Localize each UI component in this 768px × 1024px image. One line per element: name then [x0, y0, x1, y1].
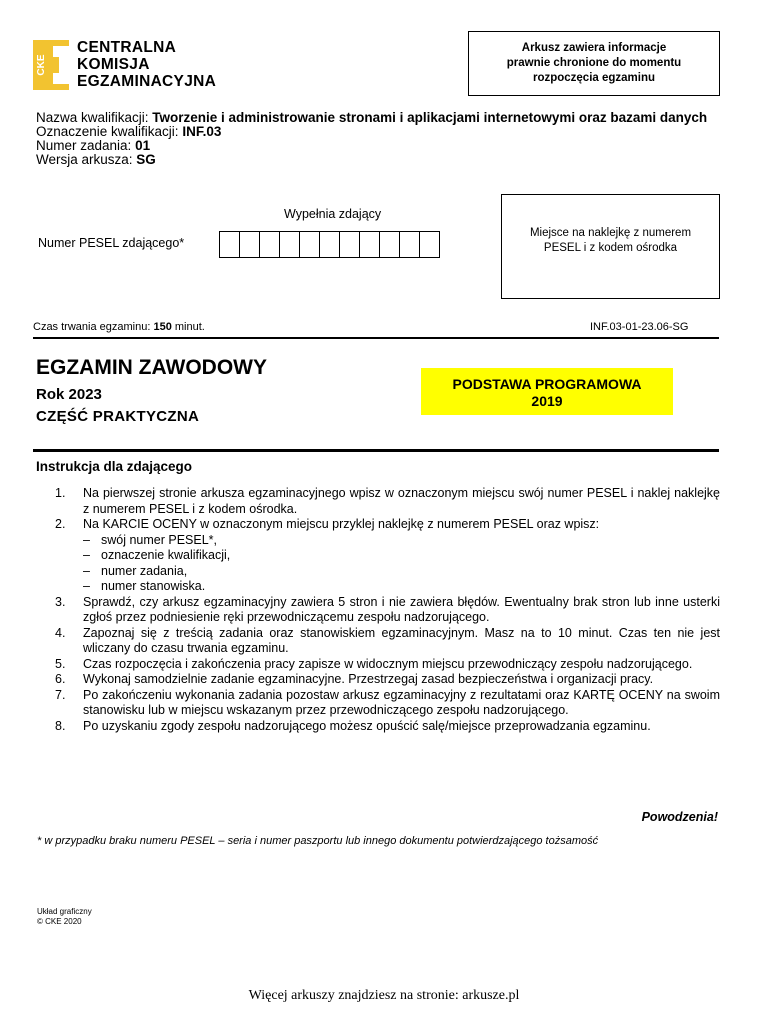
exam-title: EGZAMIN ZAWODOWY: [36, 356, 267, 379]
exam-year: Rok 2023: [36, 386, 102, 403]
sticker-line-1: Miejsce na naklejkę z numerem: [529, 227, 692, 239]
pesel-label: Numer PESEL zdającego*: [38, 236, 185, 250]
curriculum-base-line-1: PODSTAWA PROGRAMOWA: [452, 376, 642, 392]
instruction-number: 7.: [55, 687, 66, 702]
sheet-version-label: Wersja arkusza:: [36, 152, 137, 167]
duration-prefix: Czas trwania egzaminu:: [33, 321, 154, 333]
qualification-code-row: [36, 125, 707, 139]
instruction-item: [36, 517, 720, 533]
instruction-item: [36, 688, 720, 719]
cke-logo-text: [77, 39, 216, 90]
pesel-digit-box[interactable]: [319, 231, 340, 258]
instruction-item: [36, 672, 720, 688]
logo-line-1: CENTRALNA: [77, 39, 177, 56]
pesel-digit-box[interactable]: [259, 231, 280, 258]
instruction-number: 2.: [55, 517, 66, 531]
instruction-text: Na KARCIE OCENY w oznaczonym miejscu przyklej naklejkę z numerem PESEL oraz wpisz:: [83, 517, 600, 531]
instruction-item: [36, 486, 720, 517]
cke-logo-icon: [33, 40, 69, 90]
logo-line-3: EGZAMINACYJNA: [77, 73, 217, 90]
qualification-name-row: [36, 111, 707, 125]
instruction-text: Wykonaj samodzielnie zadanie egzaminacyjne. Przestrzegaj zasad bezpieczeństwa i organizacji pracy.: [83, 672, 654, 686]
notice-line-2: prawnie chronione do momentu: [506, 57, 682, 69]
qualification-info: [36, 111, 707, 167]
divider: [33, 337, 719, 339]
instruction-text: Na pierwszej stronie arkusza egzaminacyjnego wpisz w oznaczonym miejscu swój numer PESEL i naklej naklejkę z numerem PESEL i z kodem ośrodka.: [83, 486, 720, 516]
curriculum-base-badge: [421, 368, 673, 415]
sticker-line-2: PESEL i z kodem ośrodka: [543, 242, 678, 254]
pesel-digit-box[interactable]: [279, 231, 300, 258]
instruction-sub-item: [36, 548, 720, 564]
svg-text:CKE: CKE: [36, 54, 47, 76]
divider: [33, 449, 719, 452]
instructions-list: [36, 486, 720, 734]
layout-credit-line-2: © CKE 2020: [37, 917, 82, 926]
instructions-title: Instrukcja dla zdającego: [36, 459, 193, 474]
good-luck-text: Powodzenia!: [641, 810, 718, 824]
instruction-number: 3.: [55, 594, 66, 609]
instruction-number: 4.: [55, 625, 66, 640]
sub-item-text: swój numer PESEL*,: [101, 532, 218, 547]
instruction-sub-item: [36, 533, 720, 549]
pesel-digit-box[interactable]: [379, 231, 400, 258]
notice-line-1: Arkusz zawiera informacje: [521, 42, 667, 54]
logo-line-2: KOMISJA: [77, 56, 150, 73]
pesel-footnote: * w przypadku braku numeru PESEL – seria i numer paszportu lub innego dokumentu potwierdzającego tożsamość: [37, 835, 599, 847]
layout-credit: [37, 907, 92, 927]
pesel-digit-box[interactable]: [299, 231, 320, 258]
qualification-name-value: Tworzenie i administrowanie stronami i aplikacjami internetowymi oraz bazami danych: [152, 110, 708, 125]
sheet-version-row: [36, 153, 707, 167]
sticker-area: [501, 194, 720, 299]
notice-line-3: rozpoczęcia egzaminu: [532, 72, 656, 84]
instruction-sub-item: [36, 564, 720, 580]
instruction-number: 5.: [55, 656, 66, 671]
task-number-row: [36, 139, 707, 153]
instruction-text: Sprawdź, czy arkusz egzaminacyjny zawiera 5 stron i nie zawiera błędów. Ewentualny brak stron lub inne usterki zgłoś przez podniesienie ręki przewodniczącemu zespołu nadzorującego.: [83, 594, 720, 624]
duration-value: 150: [153, 321, 172, 333]
more-sheets-note: Więcej arkuszy znajdziesz na stronie: arkusze.pl: [248, 988, 520, 1003]
layout-credit-line-1: Układ graficzny: [37, 907, 92, 916]
cke-logo: [33, 40, 248, 92]
task-number-value: 01: [135, 138, 151, 153]
qualification-name-label: Nazwa kwalifikacji:: [36, 110, 153, 125]
exam-duration: [33, 321, 205, 333]
exam-part: CZĘŚĆ PRAKTYCZNA: [36, 408, 200, 425]
instruction-item: [36, 626, 720, 657]
pesel-digit-box[interactable]: [239, 231, 260, 258]
instruction-sub-item: [36, 579, 720, 595]
curriculum-base-line-2: 2019: [531, 393, 563, 409]
pesel-input-boxes[interactable]: [220, 231, 440, 258]
task-number-label: Numer zadania:: [36, 138, 136, 153]
instruction-item: [36, 719, 720, 735]
sub-item-dash: –: [83, 563, 90, 578]
filled-by-candidate-label: Wypełnia zdający: [284, 207, 382, 221]
instruction-item: [36, 595, 720, 626]
pesel-digit-box[interactable]: [419, 231, 440, 258]
instruction-item: [36, 657, 720, 673]
pesel-digit-box[interactable]: [219, 231, 240, 258]
sub-item-text: numer stanowiska.: [101, 579, 206, 593]
instruction-number: 6.: [55, 672, 66, 686]
instruction-number: 8.: [55, 718, 66, 733]
sub-item-dash: –: [83, 532, 90, 547]
instruction-text: Po uzyskaniu zgody zespołu nadzorującego możesz opuścić salę/miejsce przeprowadzania egzaminu.: [83, 718, 651, 733]
sheet-code: INF.03-01-23.06-SG: [590, 321, 689, 333]
duration-suffix: minut.: [171, 321, 205, 333]
sub-item-dash: –: [83, 579, 90, 593]
pesel-digit-box[interactable]: [339, 231, 360, 258]
instruction-number: 1.: [55, 486, 66, 500]
qualification-code-value: INF.03: [182, 124, 222, 139]
instruction-text: Czas rozpoczęcia i zakończenia pracy zapisze w widocznym miejscu przewodniczący zespołu nadzorującego.: [83, 656, 693, 671]
sub-item-dash: –: [83, 548, 90, 562]
sub-item-text: oznaczenie kwalifikacji,: [101, 548, 231, 562]
sub-item-text: numer zadania,: [101, 563, 188, 578]
protected-info-notice: [468, 31, 720, 96]
instruction-text: Zapoznaj się z treścią zadania oraz stanowiskiem egzaminacyjnym. Masz na to 10 minut. Czas ten nie jest wliczany do czasu trwania egzaminu.: [83, 625, 720, 655]
pesel-digit-box[interactable]: [359, 231, 380, 258]
pesel-digit-box[interactable]: [399, 231, 420, 258]
instruction-text: Po zakończeniu wykonania zadania pozostaw arkusz egzaminacyjny z rezultatami oraz KARTĘ OCENY na swoim stanowisku lub w miejscu wskazanym przez przewodniczącego zespołu nadzorującego.: [83, 687, 720, 717]
sheet-version-value: SG: [136, 152, 156, 167]
qualification-code-label: Oznaczenie kwalifikacji:: [36, 124, 183, 139]
